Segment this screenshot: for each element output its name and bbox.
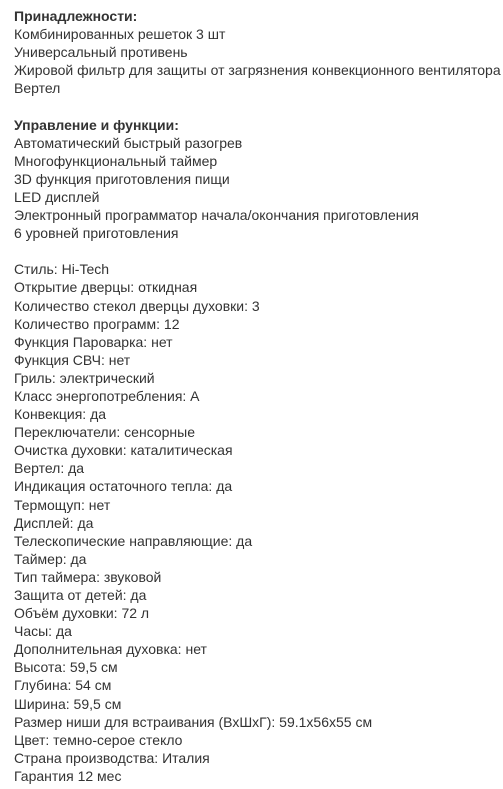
spec-microwave-function: Функция СВЧ: нет bbox=[14, 351, 131, 368]
spec-country: Страна производства: Италия bbox=[14, 749, 210, 766]
spec-timer-type: Тип таймера: звуковой bbox=[14, 568, 162, 585]
control-feature-item: 3D функция приготовления пищи bbox=[14, 170, 230, 187]
spec-style: Стиль: Hi-Tech bbox=[14, 261, 110, 278]
control-feature-item: 6 уровней приготовления bbox=[14, 225, 179, 242]
section-gap bbox=[14, 97, 503, 115]
spec-rotisserie: Вертел: да bbox=[14, 460, 85, 477]
controls-heading: Управление и функции: bbox=[14, 116, 179, 133]
control-feature-item: Электронный программатор начала/окончания приготовления bbox=[14, 207, 419, 224]
spec-child-lock: Защита от детей: да bbox=[14, 587, 147, 603]
spec-warranty: Гарантия 12 мес bbox=[14, 767, 122, 784]
control-feature-item: Многофункциональный таймер bbox=[14, 152, 218, 169]
spec-oven-volume: Объём духовки: 72 л bbox=[14, 605, 150, 622]
spec-niche-size: Размер ниши для встраивания (ВхШхГ): 59.1х56х55 см bbox=[14, 713, 373, 730]
accessories-list bbox=[14, 25, 503, 97]
section-gap bbox=[14, 242, 503, 260]
spec-cleaning: Очистка духовки: каталитическая bbox=[14, 442, 233, 459]
spec-steam-function: Функция Пароварка: нет bbox=[14, 333, 173, 350]
spec-door-glass-count: Количество стекол дверцы духовки: 3 bbox=[14, 297, 260, 314]
spec-extra-oven: Дополнительная духовка: нет bbox=[14, 641, 207, 658]
spec-energy-class: Класс энергопотребления: A bbox=[14, 387, 200, 404]
accessory-item: Универсальный противень bbox=[14, 44, 188, 61]
spec-convection: Конвекция: да bbox=[14, 406, 107, 423]
spec-program-count: Количество программ: 12 bbox=[14, 315, 180, 332]
accessory-item: Жировой фильтр для защиты от загрязнения конвекционного вентилятора bbox=[14, 62, 501, 79]
accessories-heading: Принадлежности: bbox=[14, 8, 138, 24]
spec-clock: Часы: да bbox=[14, 623, 72, 640]
accessory-item: Вертел bbox=[14, 80, 61, 97]
control-feature-item: Автоматический быстрый разогрев bbox=[14, 134, 243, 151]
spec-width: Ширина: 59,5 см bbox=[14, 695, 122, 712]
spec-residual-heat: Индикация остаточного тепла: да bbox=[14, 478, 233, 495]
spec-timer: Таймер: да bbox=[14, 550, 87, 567]
accessory-item: Комбинированных решеток 3 шт bbox=[14, 26, 226, 43]
spec-switches: Переключатели: сенсорные bbox=[14, 424, 196, 441]
spec-meat-probe: Термощуп: нет bbox=[14, 496, 111, 513]
spec-door-opening: Открытие дверцы: откидная bbox=[14, 279, 198, 296]
spec-display: Дисплей: да bbox=[14, 514, 94, 531]
spec-depth: Глубина: 54 см bbox=[14, 677, 112, 694]
control-feature-item: LED дисплей bbox=[14, 188, 100, 205]
product-description bbox=[14, 7, 503, 785]
spec-color: Цвет: темно-серое стекло bbox=[14, 731, 183, 748]
controls-list bbox=[14, 134, 503, 243]
spec-telescopic-rails: Телескопические направляющие: да bbox=[14, 532, 253, 549]
specs-list bbox=[14, 260, 503, 785]
spec-height: Высота: 59,5 см bbox=[14, 659, 118, 676]
spec-grill: Гриль: электрический bbox=[14, 369, 155, 386]
